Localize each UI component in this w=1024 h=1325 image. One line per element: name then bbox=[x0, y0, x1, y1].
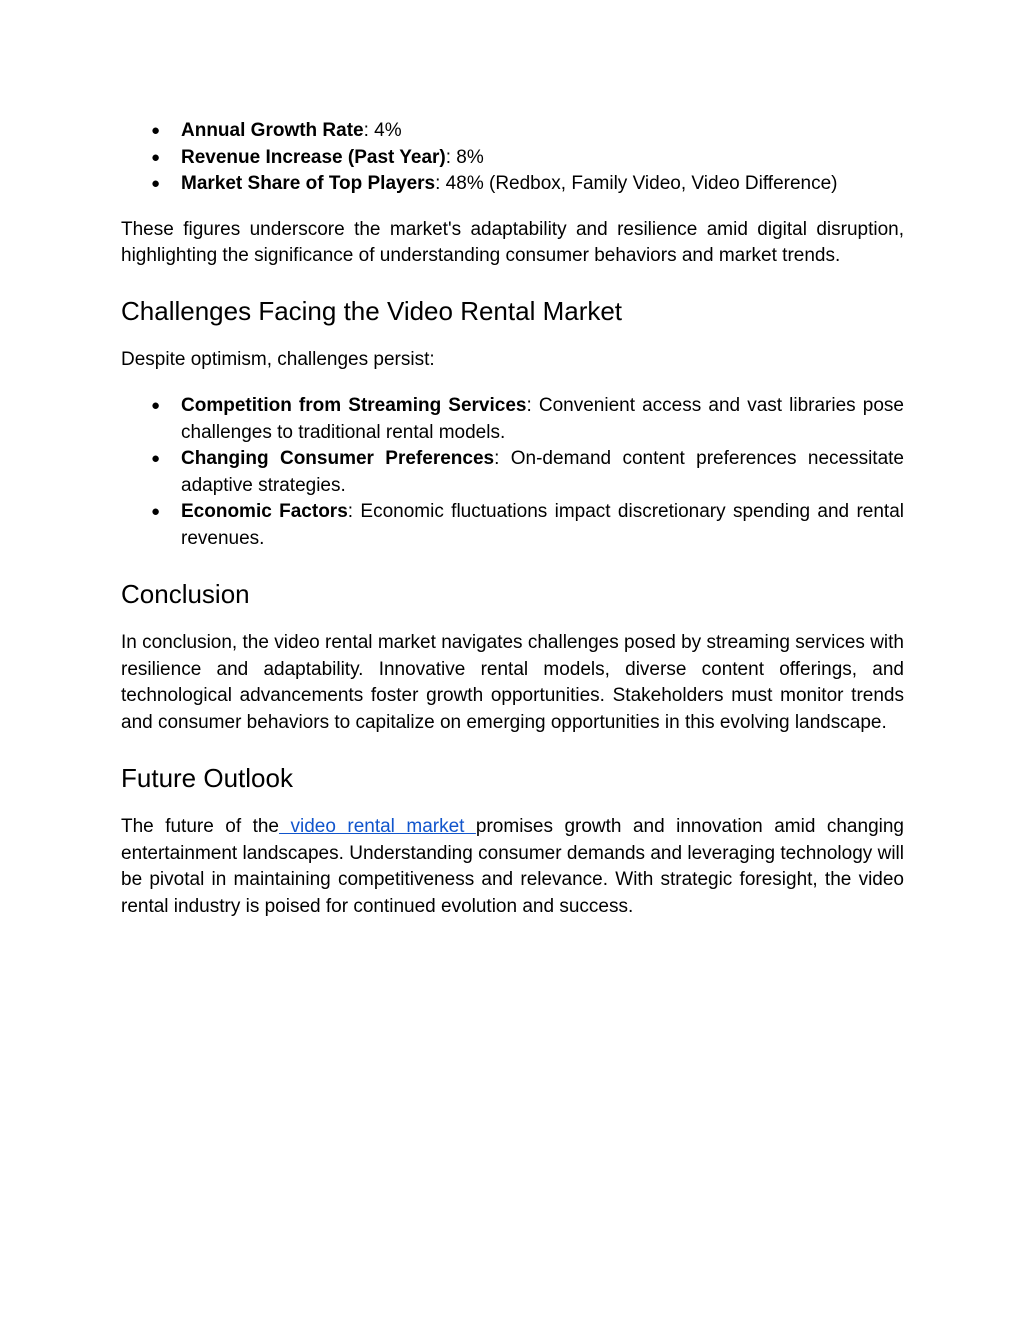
metrics-summary-paragraph: These figures underscore the market's adaptability and resilience amid digital disruption, highlighting the significance of understanding consumer behaviors and market trends. bbox=[121, 218, 904, 266]
list-item bbox=[121, 446, 904, 499]
metric-value: : 4% bbox=[363, 120, 402, 141]
list-item bbox=[121, 393, 904, 446]
conclusion-heading: Conclusion bbox=[121, 579, 250, 609]
bullet-icon: ● bbox=[151, 148, 161, 166]
metric-value: : 8% bbox=[445, 146, 484, 168]
video-rental-market-link[interactable]: video rental market bbox=[279, 816, 476, 837]
list-item bbox=[121, 145, 904, 172]
challenge-text: : On-demand content preferences necessitate adaptive strategies. bbox=[181, 448, 904, 496]
bullet-icon: ● bbox=[151, 503, 161, 520]
outlook-text-after: promises growth and innovation amid changing entertainment landscapes. Understanding consumer demands and leveraging technology will be pivotal in maintaining competitiveness and relevance. With strategic foresight, the video rental industry is poised for continued evolution and success. bbox=[121, 816, 904, 917]
bullet-icon: ● bbox=[151, 450, 161, 467]
metric-label: Annual Growth Rate bbox=[181, 120, 364, 141]
challenge-text: : Convenient access and vast libraries pose challenges to traditional rental models. bbox=[181, 395, 904, 443]
metric-label: Market Share of Top Players bbox=[181, 173, 436, 194]
list-item bbox=[121, 171, 904, 198]
conclusion-paragraph: In conclusion, the video rental market navigates challenges posed by streaming services with resilience and adaptability. Innovative rental models, diverse content offerings, and technological advancements foster growth opportunities. Stakeholders must monitor trends and consumer behaviors to capitalize on emerging opportunities in this evolving landscape. bbox=[121, 632, 904, 733]
outlook-heading: Future Outlook bbox=[121, 763, 293, 793]
list-item bbox=[121, 118, 904, 145]
outlook-paragraph bbox=[121, 814, 904, 920]
list-item bbox=[121, 499, 904, 552]
outlook-text-before: The future of the bbox=[121, 816, 279, 837]
bullet-icon: ● bbox=[151, 397, 161, 414]
bullet-icon: ● bbox=[151, 122, 161, 139]
metrics-list bbox=[121, 118, 904, 198]
challenges-heading: Challenges Facing the Video Rental Market bbox=[121, 295, 623, 326]
metric-label: Revenue Increase (Past Year) bbox=[181, 146, 446, 168]
challenge-label: Competition from Streaming Services bbox=[181, 395, 527, 416]
bullet-icon: ● bbox=[151, 175, 161, 192]
challenges-list bbox=[121, 393, 904, 552]
document-page bbox=[121, 118, 904, 920]
challenge-label: Economic Factors bbox=[181, 501, 348, 522]
challenge-label: Changing Consumer Preferences bbox=[181, 448, 495, 469]
metric-value: : 48% (Redbox, Family Video, Video Difference) bbox=[435, 173, 838, 194]
challenge-text: : Economic fluctuations impact discretionary spending and rental revenues. bbox=[181, 501, 904, 549]
challenges-intro: Despite optimism, challenges persist: bbox=[121, 348, 435, 370]
